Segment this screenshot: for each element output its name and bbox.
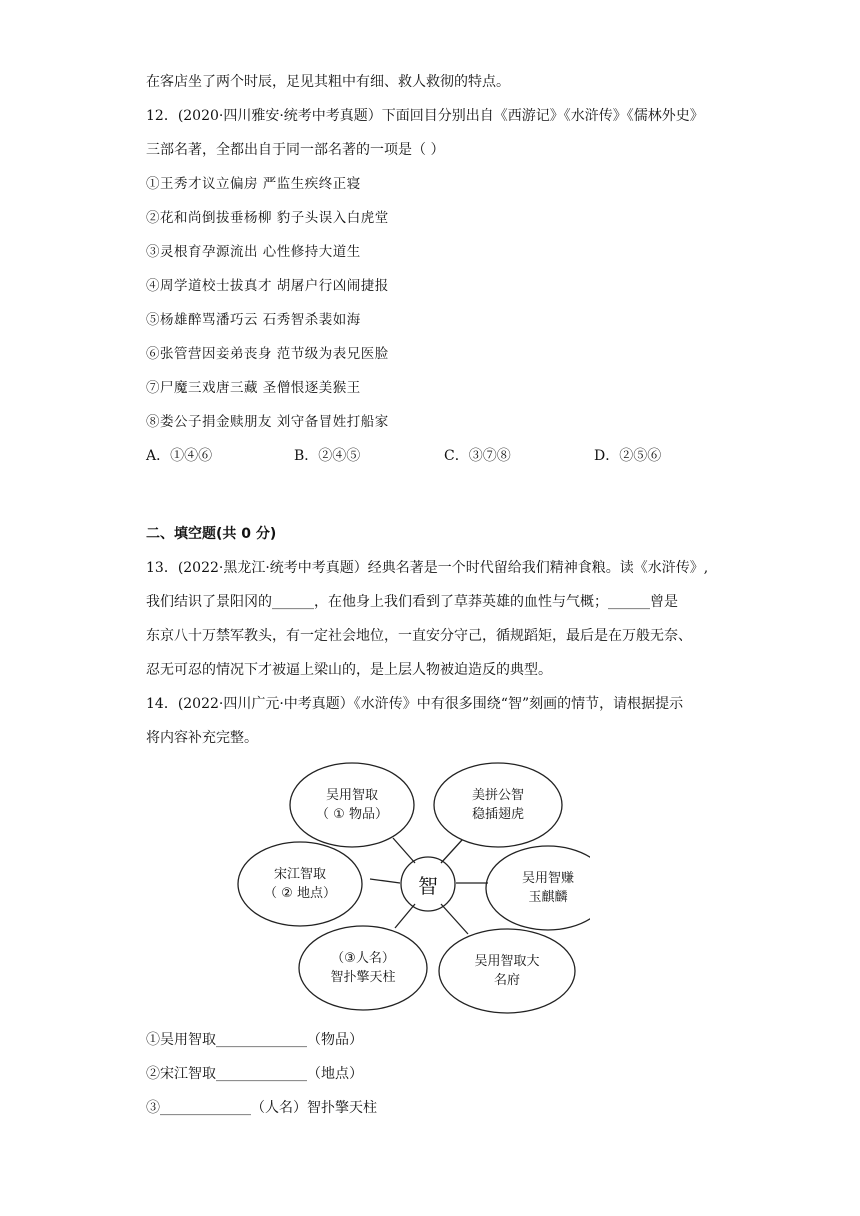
node-mei-ran-gong-label <box>458 786 538 824</box>
node-song-jiang-label <box>260 865 340 903</box>
question-13-stem: 13．(2022·黑龙江·统考中考真题）经典名著是一个时代留给我们精神食粮。读《水浒传》, <box>146 560 709 576</box>
fill-blank-2[interactable]: ②宋江智取_____________（地点） <box>146 1066 363 1082</box>
node-text-line: （ ① 物品） <box>316 807 388 822</box>
choice-d[interactable]: D．②⑤⑥ <box>594 448 662 464</box>
node-text-line: 吴用智取大 <box>474 954 540 969</box>
text-line: 在客店坐了两个时辰，足见其粗中有细、救人救彻的特点。 <box>146 74 510 90</box>
node-text-line: 玉麒麟 <box>528 890 568 905</box>
option-item: ⑥张管营因妾弟丧身 范节级为表兄医脸 <box>146 346 389 362</box>
answer-choices <box>146 446 746 466</box>
question-14-stem: 14．(2022·四川广元·中考真题）《水浒传》中有很多围绕“智”刻画的情节，请根据提示 <box>146 696 684 712</box>
option-item: ②花和尚倒拔垂杨柳 豹子头误入白虎堂 <box>146 210 389 226</box>
option-item: ③灵根育孕源流出 心性修持大道生 <box>146 244 361 260</box>
node-text-line: 稳插翅虎 <box>471 807 524 822</box>
option-item: ⑤杨雄醉骂潘巧云 石秀智杀裴如海 <box>146 312 361 328</box>
node-da-ming-fu-label <box>462 952 552 990</box>
node-text-line: （③人名） <box>331 951 395 966</box>
choice-c[interactable]: C．③⑦⑧ <box>444 448 511 464</box>
question-12-stem: 12．(2020·四川雅安·统考中考真题）下面回目分别出自《西游记》《水浒传》《儒林外史》 <box>146 108 704 124</box>
question-13-stem-cont: 忍无可忍的情况下才被逼上梁山的，是上层人物被迫造反的典型。 <box>146 662 552 678</box>
fill-blank-1[interactable]: ①吴用智取_____________（物品） <box>146 1032 363 1048</box>
section-heading: 二、填空题(共 0 分) <box>146 526 277 542</box>
center-node-label: 智 <box>418 874 438 898</box>
choice-a[interactable]: A．①④⑥ <box>146 448 213 464</box>
fill-blank-3[interactable]: ③_____________（人名）智扑擎天柱 <box>146 1100 377 1116</box>
option-item: ⑦尸魔三戏唐三藏 圣僧恨逐美猴王 <box>146 380 361 396</box>
question-14-stem-cont: 将内容补充完整。 <box>146 730 258 746</box>
node-text-line: 名府 <box>493 973 520 988</box>
node-text-line: 智扑擎天柱 <box>330 970 396 985</box>
option-item: ④周学道校士拔真才 胡屠户行凶闹捷报 <box>146 278 389 294</box>
node-text-line: 吴用智赚 <box>521 871 574 886</box>
node-wu-yong-qu-label <box>312 786 392 824</box>
option-item: ⑧娄公子捐金赎朋友 刘守备冒姓打船家 <box>146 414 389 430</box>
node-zhi-pu-label <box>323 949 403 987</box>
node-wu-yong-zhuan-label <box>508 869 588 907</box>
question-12-stem-cont: 三部名著，全都出自于同一部名著的一项是（ ） <box>146 142 445 158</box>
option-item: ①王秀才议立偏房 严监生疾终正寝 <box>146 176 361 192</box>
choice-b[interactable]: B．②④⑤ <box>294 448 361 464</box>
mind-map-diagram <box>230 758 590 1018</box>
question-13-stem-cont: 我们结识了景阳冈的______，在他身上我们看到了草莽英雄的血性与气概；______曾是 <box>146 594 678 610</box>
question-13-stem-cont: 东京八十万禁军教头，有一定社会地位，一直安分守己，循规蹈矩，最后是在万般无奈、 <box>146 628 692 644</box>
node-text-line: （ ② 地点） <box>264 886 336 901</box>
node-text-line: 宋江智取 <box>273 867 326 882</box>
node-text-line: 吴用智取 <box>325 788 378 803</box>
node-text-line: 美拼公智 <box>471 788 524 803</box>
